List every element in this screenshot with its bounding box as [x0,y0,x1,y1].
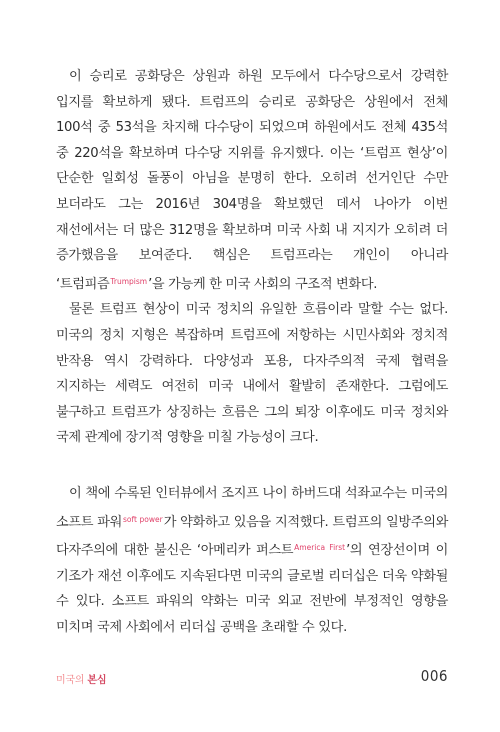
paragraph-2 [56,297,448,451]
footer-book-title [56,671,106,686]
book-title-part1: 미국의 [56,675,88,686]
paragraph-text: 가 약화하고 있음을 지적했다. 트럼프의 일방주의와 다자주의에 대한 불신은 ‘아메리카 퍼스트 [56,514,448,559]
paragraph-text: ’을 가능케 한 미국 사회의 구조적 변화다. [148,276,378,292]
paragraph-text: 물론 트럼프 현상이 미국 정치의 유일한 흐름이라 말할 수는 없다. 미국의 정치 지형은 복잡하며 트럼프에 저항하는 시민사회와 정치적 반작용 역시 강력하다. 다양성과 포용, 다자주의적 국제 협력을 지지하는 세력도 여전히 미국 내에서 활발히 존재한다. 그럼에도 불구하고 트럼프가 상징하는 흐름은 그의 퇴장 이후에도 미국 정치와 국제 관계에 장기적 영향을 미칠 가능성이 크다. [56,302,448,446]
paragraph-text: ’의 연장선이며 이 기조가 재선 이후에도 지속된다면 미국의 글로벌 리더십은 더욱 약화될 수 있다. 소프트 파워의 약화는 미국 외교 전반에 부정적인 영향을 미치며 국제 사회에서 리더십 공백을 초래할 수 있다. [56,543,449,635]
english-gloss-soft-power: soft power [123,514,163,524]
page-number: 006 [420,667,448,685]
english-gloss-trumpism: Trumpism [110,276,148,286]
book-title-part2: 본심 [87,675,107,686]
paragraph-text: 이 승리로 공화당은 상원과 하원 모두에서 다수당으로서 강력한 입지를 확보하게 됐다. 트럼프의 승리로 공화당은 상원에서 전체 100석 중 53석을 차지해 다수당이 되었으며 하원에서도 전체 435석 중 220석을 확보하며 다수당 지위를 유지했다. 이는 ‘트럼프 현상’이 단순한 일회성 돌풍이 아님을 분명히 한다. 오히려 선거인단 수만 보더라도 그는 2016년 304명을 확보했던 데서 나아가 이번 재선에서는 더 많은 312명을 확보하며 미국 사회 내 지지가 오히려 더 증가했음을 보여준다. 핵심은 트럼프라는 개인이 아니라 ‘트럼피즘 [56,69,448,292]
english-gloss-america-first: America First [294,543,346,553]
section-gap [56,451,448,481]
page-body [56,64,448,640]
paragraph-3 [56,481,448,641]
paragraph-1 [56,64,448,297]
paragraph-text: 이 책에 수록된 인터뷰에서 조지프 나이 하버드대 석좌교수는 미국의 소프트 파워 [56,485,448,530]
